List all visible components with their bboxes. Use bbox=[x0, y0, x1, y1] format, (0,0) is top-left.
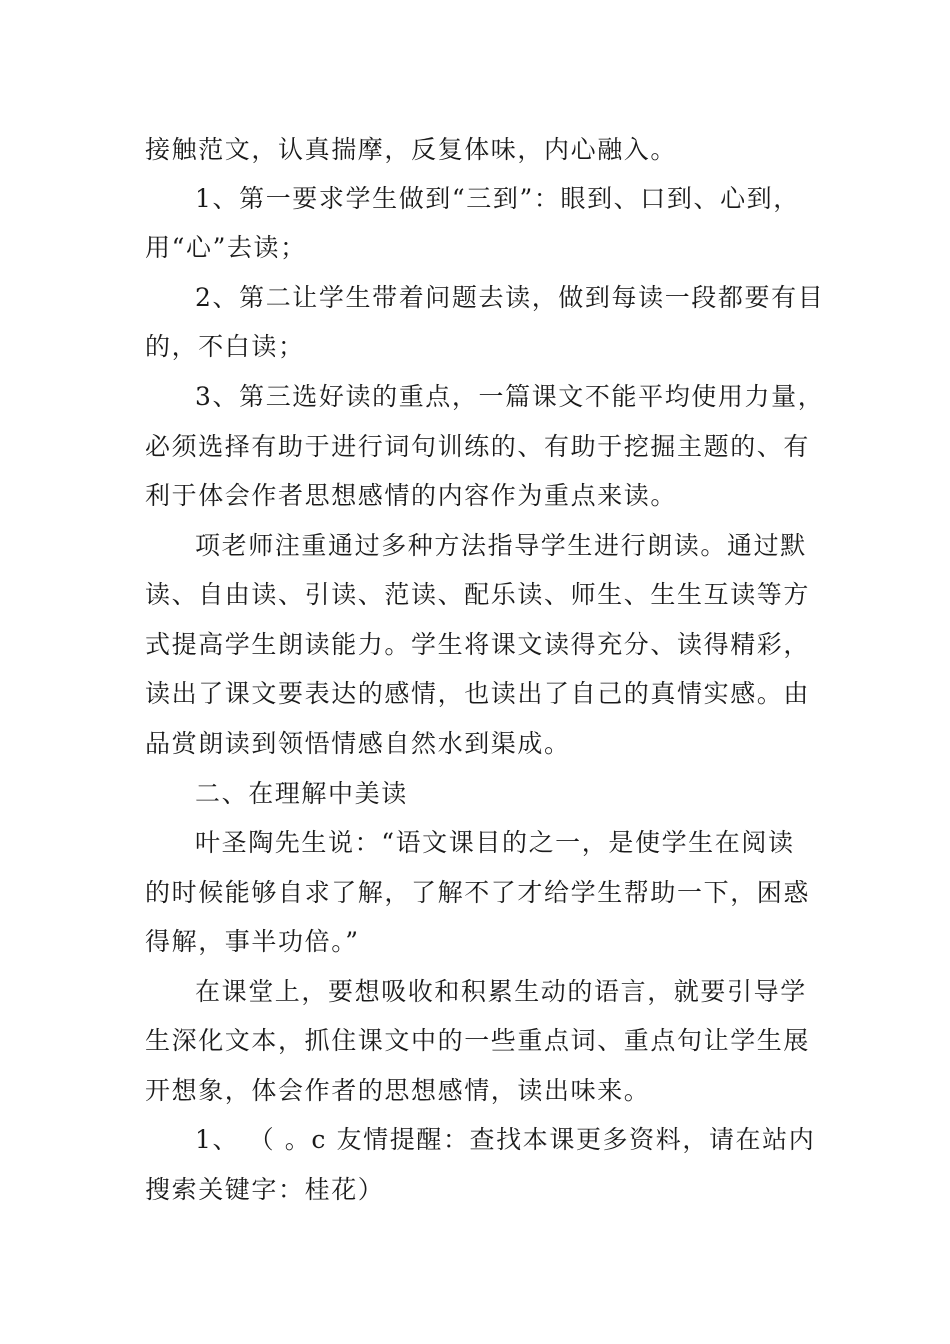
text-line: 接触范文，认真揣摩，反复体味，内心融入。 bbox=[145, 135, 678, 164]
text-line: 必须选择有助于进行词句训练的、有助于挖掘主题的、有 bbox=[145, 432, 811, 461]
text-line: 叶圣陶先生说：“语文课目的之一，是使学生在阅读 bbox=[195, 828, 795, 857]
text-line: 搜索关键字：桂花） bbox=[145, 1175, 385, 1204]
text-line: 生深化文本，抓住课文中的一些重点词、重点句让学生展 bbox=[145, 1026, 811, 1055]
text-line: 品赏朗读到领悟情感自然水到渠成。 bbox=[145, 729, 571, 758]
text-line: 读出了课文要表达的感情，也读出了自己的真情实感。由 bbox=[145, 679, 811, 708]
text-line: 用“心”去读； bbox=[145, 233, 307, 262]
text-line: 1、 （ 。c 友情提醒：查找本课更多资料，请在站内 bbox=[195, 1125, 816, 1154]
text-line: 项老师注重通过多种方法指导学生进行朗读。通过默 bbox=[195, 531, 807, 560]
section-heading: 二、在理解中美读 bbox=[195, 779, 408, 808]
text-line: 在课堂上，要想吸收和积累生动的语言，就要引导学 bbox=[195, 977, 807, 1006]
text-line: 3、第三选好读的重点，一篇课文不能平均使用力量， bbox=[195, 382, 825, 411]
text-line: 1、第一要求学生做到“三到”：眼到、口到、心到， bbox=[195, 184, 800, 213]
text-line: 式提高学生朗读能力。学生将课文读得充分、读得精彩， bbox=[145, 630, 811, 659]
text-line: 的，不白读； bbox=[145, 332, 305, 361]
text-line: 的时候能够自求了解，了解不了才给学生帮助一下，困惑 bbox=[145, 878, 811, 907]
text-line: 得解，事半功倍。” bbox=[145, 927, 360, 956]
text-line: 利于体会作者思想感情的内容作为重点来读。 bbox=[145, 481, 678, 510]
text-line: 开想象，体会作者的思想感情，读出味来。 bbox=[145, 1076, 651, 1105]
text-line: 读、自由读、引读、范读、配乐读、师生、生生互读等方 bbox=[145, 580, 811, 609]
text-line: 2、第二让学生带着问题去读，做到每读一段都要有目 bbox=[195, 283, 825, 312]
